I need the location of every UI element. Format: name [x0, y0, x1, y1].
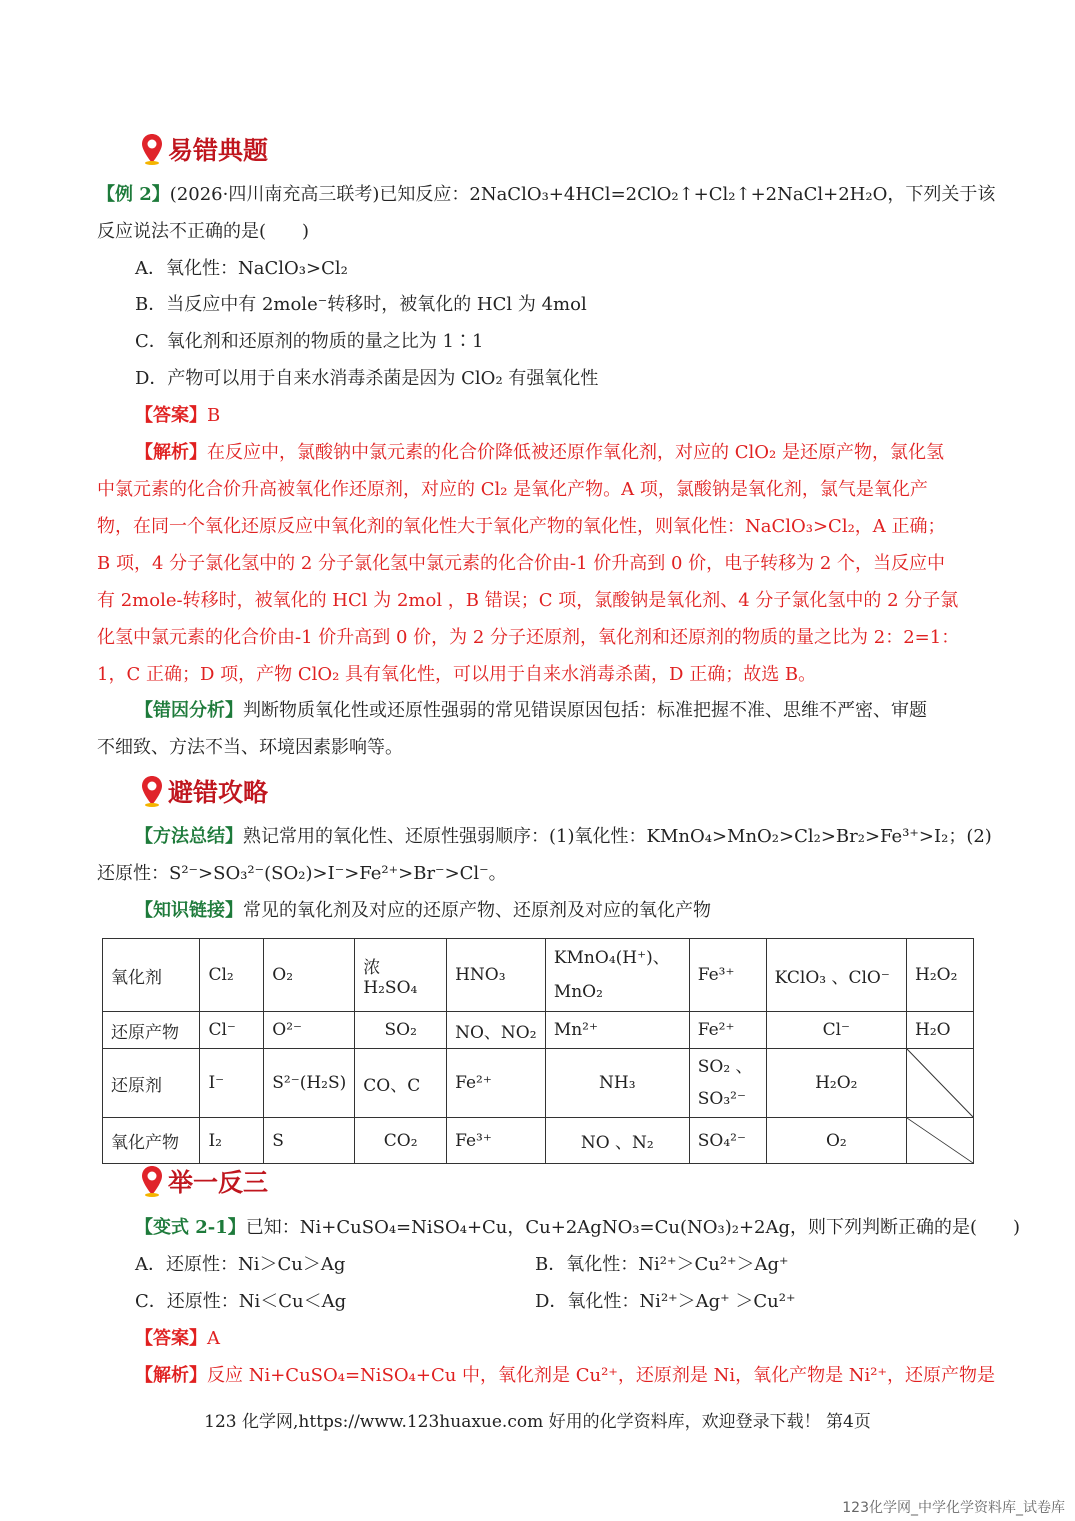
variant-tag: 【变式 2-1】 [135, 1217, 246, 1238]
table-cell: KMnO₄(H⁺)、MnO₂ [545, 939, 689, 1012]
table-cell: O₂ [766, 1118, 906, 1164]
table-cell: NH₃ [545, 1049, 689, 1118]
explanation-line: 有 2mole-转移时，被氧化的 HCl 为 2mol ，B 错误；C 项，氯酸钠是氧化剂、4 分子氯化氢中的 2 分子氯 [97, 590, 959, 611]
link-tag: 【知识链接】 [135, 900, 243, 921]
stem-line: (2026·四川南充高三联考)已知反应：2NaClO₃+4HCl=2ClO₂↑+Cl₂↑+2NaCl+2H₂O，下列关于该 [169, 184, 996, 205]
diagonal-slash [907, 1118, 973, 1163]
section-title: 易错典题 [168, 136, 269, 165]
section-header-1 [140, 131, 268, 167]
table-row [103, 939, 974, 1012]
error-text: 判断物质氧化性或还原性强弱的常见错误原因包括：标准把握不准、思维不严密、审题 [243, 700, 927, 721]
explanation-line: 化氢中氯元素的化合价由-1 价升高到 0 价，为 2 分子还原剂，氧化剂和还原剂的物质的量之比为 2：2=1： [97, 627, 960, 648]
explanation-text: 反应 Ni+CuSO₄=NiSO₄+Cu 中，氧化剂是 Cu²⁺，还原剂是 Ni，氧化产物是 Ni²⁺，还原产物是 [207, 1365, 996, 1386]
table-cell: S [264, 1118, 355, 1164]
variant-option-b: B．氧化性：Ni²⁺＞Cu²⁺＞Ag⁺ [535, 1254, 789, 1275]
example-tag: 【例 2】 [97, 184, 170, 205]
option-a: A．氧化性：NaClO₃>Cl₂ [135, 258, 348, 279]
table-cell: 还原剂 [103, 1049, 200, 1118]
answer-value: B [207, 405, 221, 426]
table-cell: Cl⁻ [200, 1012, 264, 1049]
method-summary-2: 还原性：S²⁻>SO₃²⁻(SO₂)>I⁻>Fe²⁺>Br⁻>Cl⁻。 [97, 863, 507, 884]
table-cell: 氧化剂 [103, 939, 200, 1012]
table-cell-empty [907, 1049, 974, 1118]
table-cell: CO₂ [355, 1118, 447, 1164]
knowledge-link [135, 899, 711, 923]
table-cell: Mn²⁺ [545, 1012, 689, 1049]
example-stem [97, 183, 995, 207]
explanation-line: 物，在同一个氧化还原反应中氧化剂的氧化性大于氧化产物的氧化性，则氧化性：NaClO₃>Cl₂，A 正确； [97, 516, 946, 537]
section-header-2 [140, 773, 268, 809]
table-cell: S²⁻(H₂S) [264, 1049, 355, 1118]
method-summary [135, 825, 992, 849]
table-cell-empty [907, 1118, 974, 1164]
table-cell: I₂ [200, 1118, 264, 1164]
answer-value: A [207, 1328, 220, 1349]
option-b: B．当反应中有 2mole⁻转移时，被氧化的 HCl 为 4mol [135, 294, 587, 315]
table-cell: SO₂ 、SO₃²⁻ [689, 1049, 766, 1118]
location-pin-icon [140, 133, 164, 165]
table-cell: 浓 H₂SO₄ [355, 939, 447, 1012]
table-cell: Fe²⁺ [447, 1049, 546, 1118]
table-cell: SO₄²⁻ [689, 1118, 766, 1164]
error-tag: 【错因分析】 [135, 700, 243, 721]
table-row [103, 1118, 974, 1164]
option-d: D．产物可以用于自来水消毒杀菌是因为 ClO₂ 有强氧化性 [135, 368, 599, 389]
answer-tag: 【答案】 [135, 1328, 207, 1349]
table-cell: KClO₃ 、ClO⁻ [766, 939, 906, 1012]
explanation-tag: 【解析】 [135, 442, 207, 463]
table-row [103, 1049, 974, 1118]
table-cell: CO、C [355, 1049, 447, 1118]
table-cell: SO₂ [355, 1012, 447, 1049]
variant-option-a: A．还原性：Ni＞Cu＞Ag [135, 1254, 346, 1275]
explanation-tag: 【解析】 [135, 1365, 207, 1386]
explanation-line [135, 441, 944, 465]
section-header-3 [140, 1163, 268, 1199]
table-cell: Fe²⁺ [689, 1012, 766, 1049]
table-cell: H₂O [907, 1012, 974, 1049]
variant-explanation [135, 1364, 995, 1388]
explanation-line: 1，C 正确；D 项，产物 ClO₂ 具有氧化性，可以用于自来水消毒杀菌，D 正确；故选 B。 [97, 664, 817, 685]
table-cell: H₂O₂ [766, 1049, 906, 1118]
explanation-line: 中氯元素的化合价升高被氧化作还原剂，对应的 Cl₂ 是氧化产物。A 项，氯酸钠是氧化剂，氯气是氧化产 [97, 479, 928, 500]
error-analysis [135, 699, 927, 723]
section-title: 举一反三 [168, 1168, 269, 1197]
table-cell: Cl⁻ [766, 1012, 906, 1049]
watermark: 123化学网_中学化学资料库_试卷库 [842, 1500, 1065, 1516]
link-text: 常见的氧化剂及对应的还原产物、还原剂及对应的氧化产物 [243, 900, 711, 921]
variant-stem [135, 1216, 1020, 1240]
explanation-line: B 项，4 分子氯化氢中的 2 分子氯化氢中氯元素的化合价由-1 价升高到 0 价，电子转移为 2 个，当反应中 [97, 553, 946, 574]
diagonal-slash [907, 1049, 973, 1117]
page-footer: 123 化学网,https://www.123huaxue.com 好用的化学资料库，欢迎登录下载！ 第4页 [204, 1412, 871, 1432]
table-cell: NO、NO₂ [447, 1012, 546, 1049]
explanation-text: 在反应中，氯酸钠中氯元素的化合价降低被还原作氧化剂，对应的 ClO₂ 是还原产物，氯化氢 [207, 442, 944, 463]
table-cell: Fe³⁺ [447, 1118, 546, 1164]
method-text: 熟记常用的氧化性、还原性强弱顺序：(1)氧化性：KMnO₄>MnO₂>Cl₂>Br₂>Fe³⁺>I₂；(2) [243, 826, 992, 847]
table-cell: Fe³⁺ [689, 939, 766, 1012]
table-cell: HNO₃ [447, 939, 546, 1012]
table-cell: Cl₂ [200, 939, 264, 1012]
error-analysis-2: 不细致、方法不当、环境因素影响等。 [97, 737, 403, 758]
answer [135, 404, 220, 428]
location-pin-icon [140, 1165, 164, 1197]
table-cell: 还原产物 [103, 1012, 200, 1049]
example-stem-2: 反应说法不正确的是( ) [97, 221, 310, 242]
table-cell: O₂ [264, 939, 355, 1012]
table-cell: H₂O₂ [907, 939, 974, 1012]
table-cell: NO 、N₂ [545, 1118, 689, 1164]
reagent-table [102, 938, 974, 1164]
table-cell: I⁻ [200, 1049, 264, 1118]
location-pin-icon [140, 775, 164, 807]
answer-tag: 【答案】 [135, 405, 207, 426]
table-cell: 氧化产物 [103, 1118, 200, 1164]
section-title: 避错攻略 [168, 778, 269, 807]
table-row [103, 1012, 974, 1049]
option-c: C．氧化剂和还原剂的物质的量之比为 1∶1 [135, 331, 484, 352]
variant-text: 已知：Ni+CuSO₄=NiSO₄+Cu，Cu+2AgNO₃=Cu(NO₃)₂+2Ag，则下列判断正确的是( ) [245, 1217, 1021, 1238]
variant-answer [135, 1327, 220, 1351]
table-cell: O²⁻ [264, 1012, 355, 1049]
method-tag: 【方法总结】 [135, 826, 243, 847]
variant-option-c: C．还原性：Ni＜Cu＜Ag [135, 1291, 347, 1312]
variant-option-d: D．氧化性：Ni²⁺＞Ag⁺ ＞Cu²⁺ [535, 1291, 796, 1312]
